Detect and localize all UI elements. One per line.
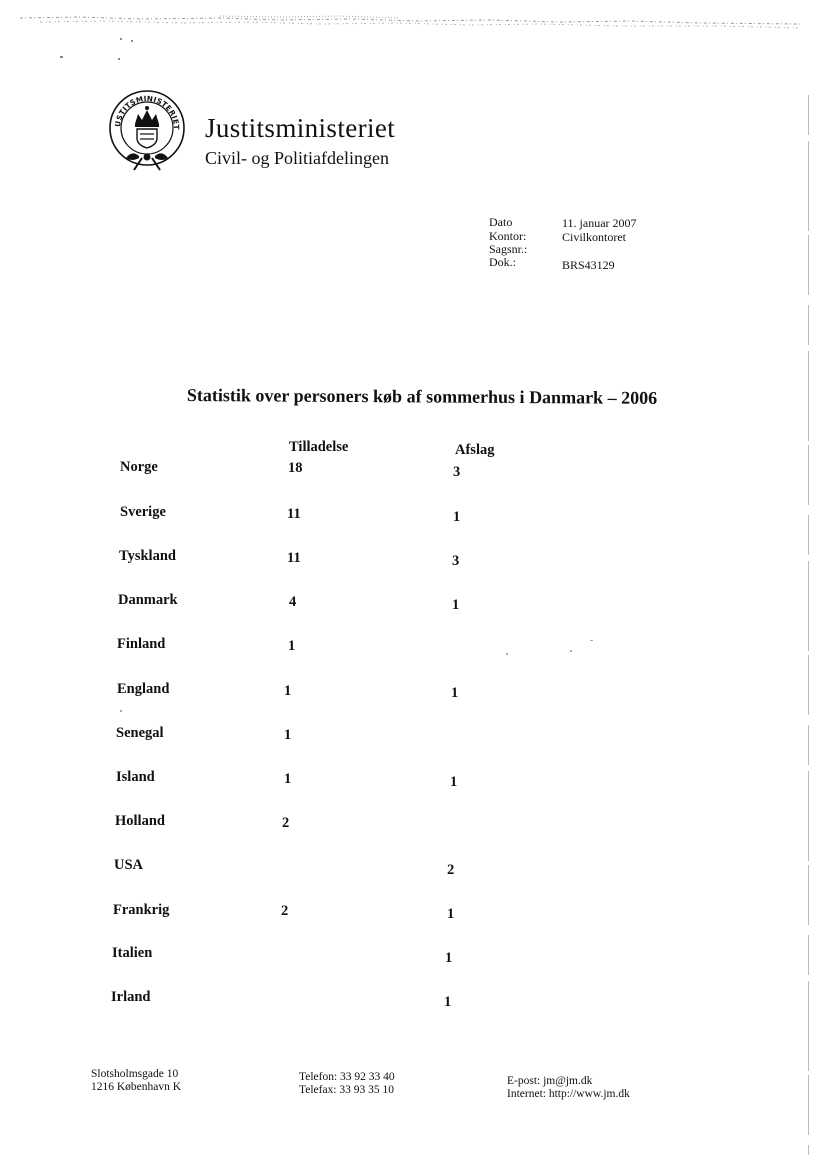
approved-value: 11 <box>287 506 301 522</box>
approved-value: 4 <box>289 594 297 610</box>
country-label: Italien <box>112 945 153 961</box>
country-label: Norge <box>120 459 158 475</box>
meta-office-label: Kontor: <box>489 229 527 243</box>
approved-value: 1 <box>284 683 292 699</box>
country-label: Danmark <box>118 592 178 608</box>
header-approved: Tilladelse <box>289 439 349 455</box>
scan-speck <box>590 640 593 641</box>
meta-date-value: 11. januar 2007 <box>562 216 637 230</box>
rejected-value: 1 <box>444 994 452 1010</box>
header-rejected: Afslag <box>455 442 495 458</box>
scan-speck <box>60 56 63 58</box>
rejected-value: 1 <box>453 509 461 525</box>
scan-speck <box>120 38 122 40</box>
meta-caseno-label: Sagsnr.: <box>489 242 528 256</box>
scan-speck <box>506 653 508 655</box>
country-label: Sverige <box>120 504 166 520</box>
approved-value: 1 <box>288 638 296 654</box>
approved-value: 11 <box>287 550 301 566</box>
scan-speck <box>118 58 120 60</box>
rejected-value: 3 <box>453 464 461 480</box>
document-title: Statistik over personers køb af sommerhus i Danmark – 2006 <box>186 385 658 408</box>
ministry-seal-logo <box>104 88 190 174</box>
meta-doc-value: BRS43129 <box>562 258 615 272</box>
rejected-value: 1 <box>450 774 458 790</box>
approved-value: 2 <box>282 815 290 831</box>
footer-fax: Telefax: 33 93 35 10 <box>299 1084 395 1096</box>
country-label: Senegal <box>116 725 164 741</box>
footer-phone: Telefon: 33 92 33 40 <box>299 1071 395 1083</box>
meta-office-value: Civilkontoret <box>562 230 626 244</box>
meta-date-label: Dato <box>489 215 513 229</box>
footer-internet: Internet: http://www.jm.dk <box>507 1088 630 1100</box>
scan-noise-strip <box>20 14 800 32</box>
country-label: Frankrig <box>113 902 170 918</box>
approved-value: 1 <box>284 727 292 743</box>
seal-text: USTITSMINISTERIET <box>112 93 182 131</box>
meta-doc-label: Dok.: <box>489 255 516 269</box>
approved-value: 18 <box>288 460 303 476</box>
ministry-name: Justitsministeriet <box>205 113 396 143</box>
scan-speck <box>570 650 572 652</box>
country-label: USA <box>114 857 144 873</box>
rejected-value: 1 <box>451 685 459 701</box>
country-label: Holland <box>115 813 165 829</box>
rejected-value: 2 <box>447 862 455 878</box>
country-label: Tyskland <box>119 548 176 564</box>
country-label: England <box>117 681 170 697</box>
scan-speck <box>131 40 133 42</box>
footer-address-city: 1216 København K <box>91 1081 182 1093</box>
country-label: Irland <box>111 989 151 1005</box>
country-label: Finland <box>117 636 166 652</box>
rejected-value: 1 <box>447 906 455 922</box>
approved-value: 1 <box>284 771 292 787</box>
country-label: Island <box>116 769 155 785</box>
rejected-value: 1 <box>452 597 460 613</box>
rejected-value: 3 <box>452 553 460 569</box>
scan-speck <box>120 710 122 712</box>
approved-value: 2 <box>281 903 289 919</box>
department-name: Civil- og Politiafdelingen <box>205 148 389 168</box>
footer-address-street: Slotsholmsgade 10 <box>91 1068 179 1080</box>
scan-edge-line <box>808 95 809 1155</box>
rejected-value: 1 <box>445 950 453 966</box>
footer-email: E-post: jm@jm.dk <box>507 1075 593 1087</box>
